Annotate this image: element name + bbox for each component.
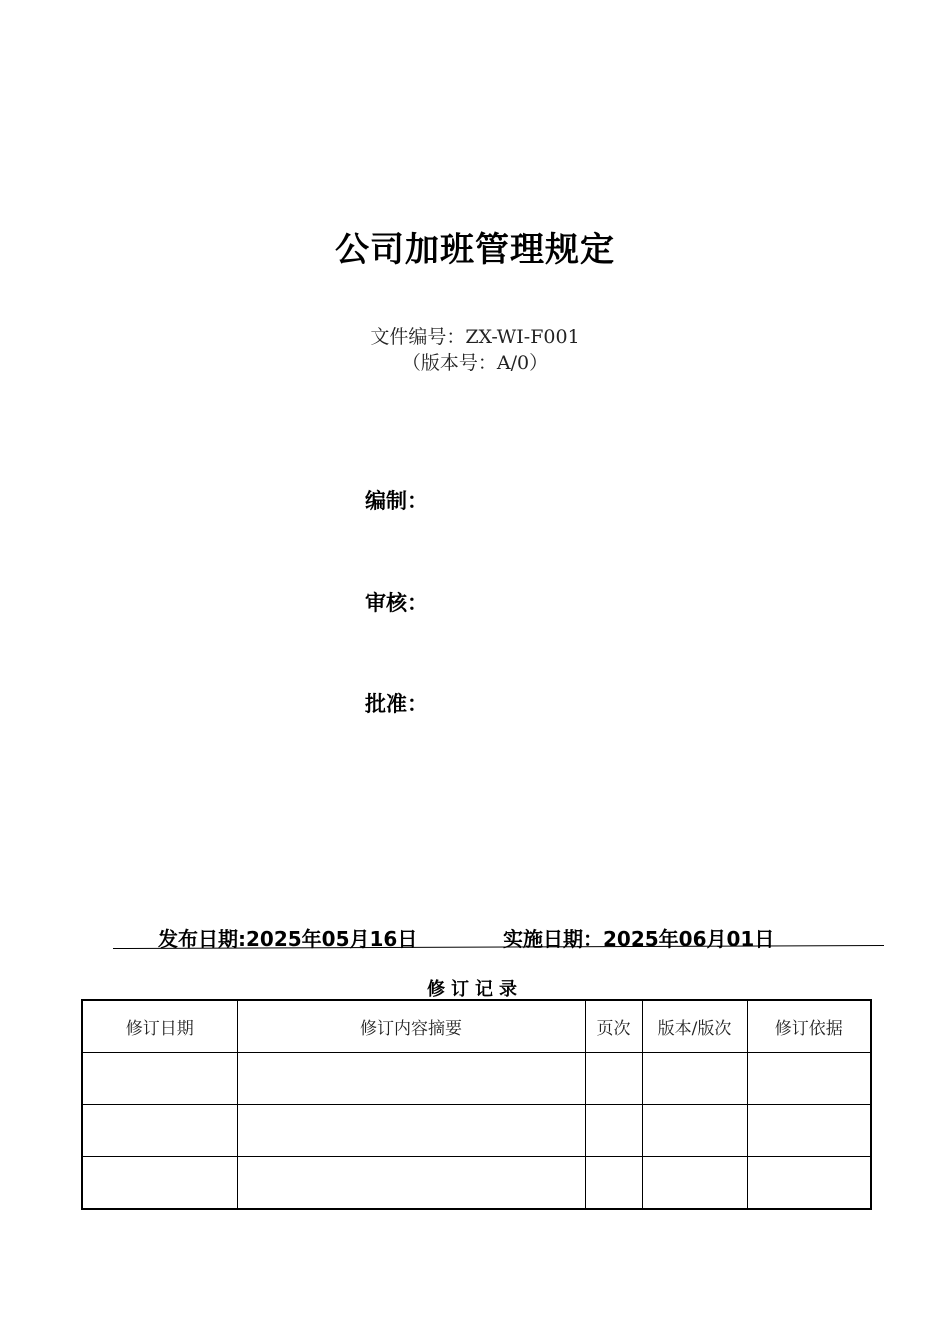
publish-date: 发布日期:2025年05月16日 xyxy=(158,927,418,951)
table-row xyxy=(82,1157,871,1210)
document-version: （版本号：A/0） xyxy=(401,352,549,374)
table-cell xyxy=(585,1157,642,1210)
effective-date: 实施日期：2025年06月01日 xyxy=(503,927,775,951)
document-title: 公司加班管理规定 xyxy=(335,230,615,270)
table-cell xyxy=(585,1105,642,1157)
revision-record-table xyxy=(81,999,872,1210)
revision-record-title: 修订记录 xyxy=(427,979,523,1000)
table-cell xyxy=(82,1157,237,1210)
table-cell xyxy=(82,1053,237,1105)
table-cell xyxy=(237,1053,585,1105)
table-row xyxy=(82,1105,871,1157)
column-header-version: 版本/版次 xyxy=(642,1000,747,1053)
table-cell xyxy=(642,1053,747,1105)
table-cell xyxy=(747,1157,871,1210)
table-cell xyxy=(642,1157,747,1210)
table-cell xyxy=(585,1053,642,1105)
column-header-revision-date: 修订日期 xyxy=(82,1000,237,1053)
table-cell xyxy=(747,1053,871,1105)
approved-by-label: 批准： xyxy=(365,692,428,716)
compiled-by-label: 编制： xyxy=(365,489,428,513)
reviewed-by-label: 审核： xyxy=(365,591,428,615)
table-cell xyxy=(237,1157,585,1210)
column-header-page: 页次 xyxy=(585,1000,642,1053)
document-number: 文件编号：ZX-WI-F001 xyxy=(370,326,580,348)
table-row xyxy=(82,1053,871,1105)
column-header-revision-summary: 修订内容摘要 xyxy=(237,1000,585,1053)
table-cell xyxy=(642,1105,747,1157)
table-cell xyxy=(237,1105,585,1157)
table-header-row xyxy=(82,1000,871,1053)
column-header-revision-basis: 修订依据 xyxy=(747,1000,871,1053)
table-cell xyxy=(747,1105,871,1157)
table-cell xyxy=(82,1105,237,1157)
